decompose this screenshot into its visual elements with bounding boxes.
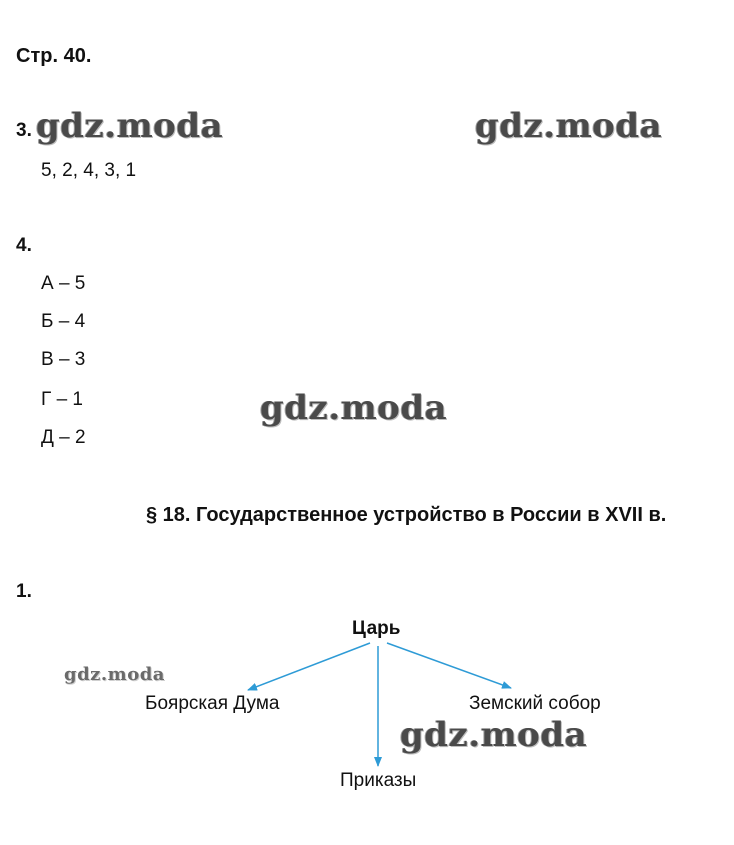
- watermark-logo: gdz.moda: [64, 664, 165, 685]
- task-3-number: 3.: [16, 120, 32, 141]
- task-4-item: А – 5: [41, 273, 86, 294]
- watermark-logo: gdz.moda: [475, 106, 663, 146]
- diagram-node-prikazy: Приказы: [340, 770, 417, 791]
- arrow-to-zemsky-sobor: [387, 643, 511, 688]
- task-4-number: 4.: [16, 235, 32, 256]
- task-4-item: Д – 2: [41, 427, 86, 448]
- diagram-root-node: Царь: [352, 618, 401, 639]
- task-4-item: Г – 1: [41, 389, 83, 410]
- diagram-node-zemsky-sobor: Земский собор: [469, 693, 601, 714]
- task-3-answer: 5, 2, 4, 3, 1: [41, 160, 137, 181]
- watermark-logo: gdz.moda: [400, 715, 588, 755]
- task-4-item: Б – 4: [41, 311, 86, 332]
- task-1-number: 1.: [16, 581, 32, 602]
- diagram-node-boyar-duma: Боярская Дума: [145, 693, 280, 714]
- page-label: Стр. 40.: [16, 45, 92, 67]
- task-4-item: В – 3: [41, 349, 86, 370]
- watermark-logo: gdz.moda: [36, 106, 224, 146]
- section-heading: § 18. Государственное устройство в России в XVII в.: [146, 504, 667, 526]
- arrow-to-boyar-duma: [248, 643, 370, 690]
- watermark-logo: gdz.moda: [260, 388, 448, 428]
